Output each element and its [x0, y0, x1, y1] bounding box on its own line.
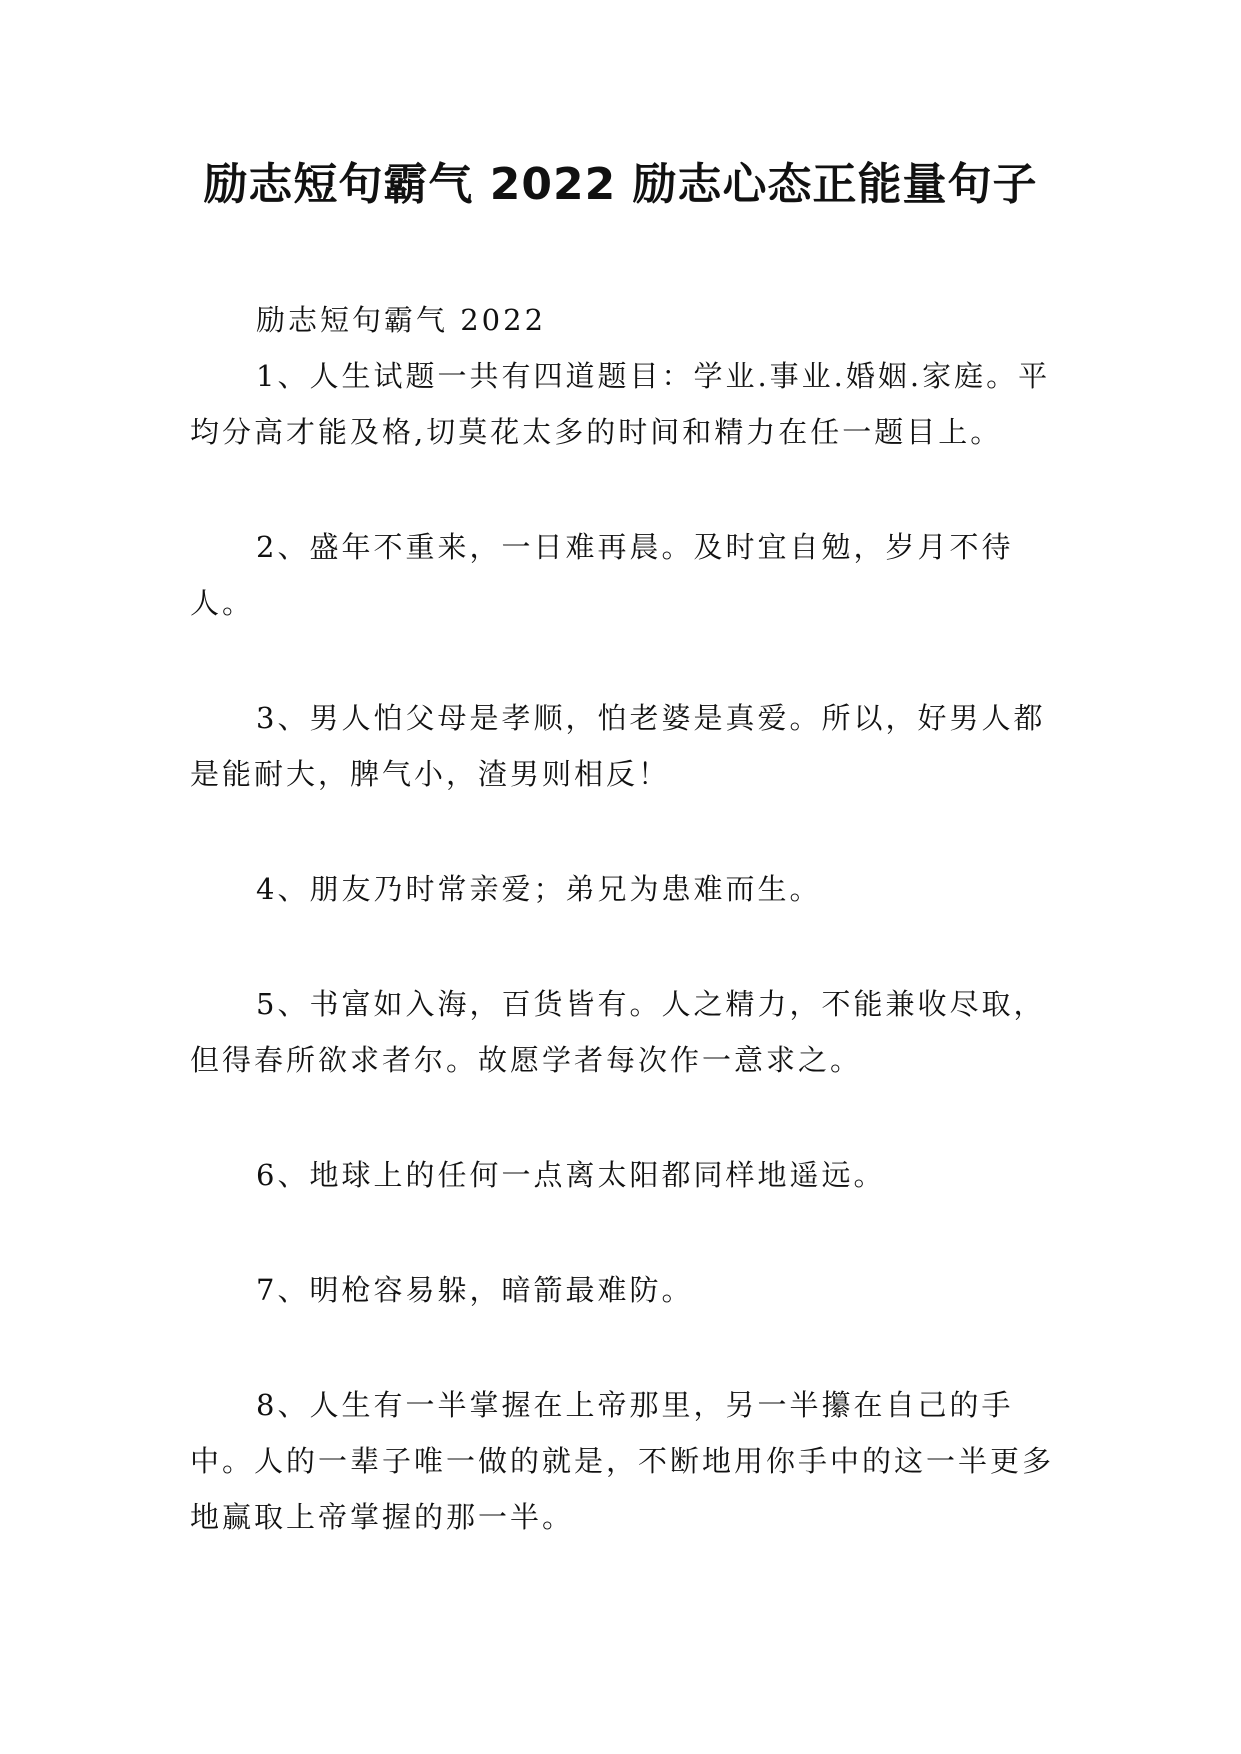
paragraph-1: 1、人生试题一共有四道题目：学业.事业.婚姻.家庭。平均分高才能及格,切莫花太多的时间和精力在任一题目上。 [190, 359, 1051, 449]
paragraph-4: 4、朋友乃时常亲爱；弟兄为患难而生。 [256, 872, 822, 906]
paragraph-2: 2、盛年不重来，一日难再晨。及时宜自勉，岁月不待人。 [190, 530, 1014, 620]
paragraph-6: 6、地球上的任何一点离太阳都同样地遥远。 [256, 1158, 886, 1192]
paragraph-5: 5、书富如入海，百货皆有。人之精力，不能兼收尽取，但得春所欲求者尔。故愿学者每次作一意求之。 [190, 987, 1046, 1077]
section-subtitle: 励志短句霸气 2022 [256, 303, 547, 337]
paragraph-8: 8、人生有一半掌握在上帝那里，另一半攥在自己的手中。人的一辈子唯一做的就是，不断地用你手中的这一半更多地赢取上帝掌握的那一半。 [190, 1388, 1055, 1534]
paragraph-3: 3、男人怕父母是孝顺，怕老婆是真爱。所以，好男人都是能耐大，脾气小，渣男则相反！ [190, 701, 1046, 791]
paragraph-7: 7、明枪容易躲，暗箭最难防。 [256, 1273, 694, 1307]
document-title: 励志短句霸气 2022 励志心态正能量句子 [203, 159, 1038, 210]
document-body [190, 292, 1055, 1604]
